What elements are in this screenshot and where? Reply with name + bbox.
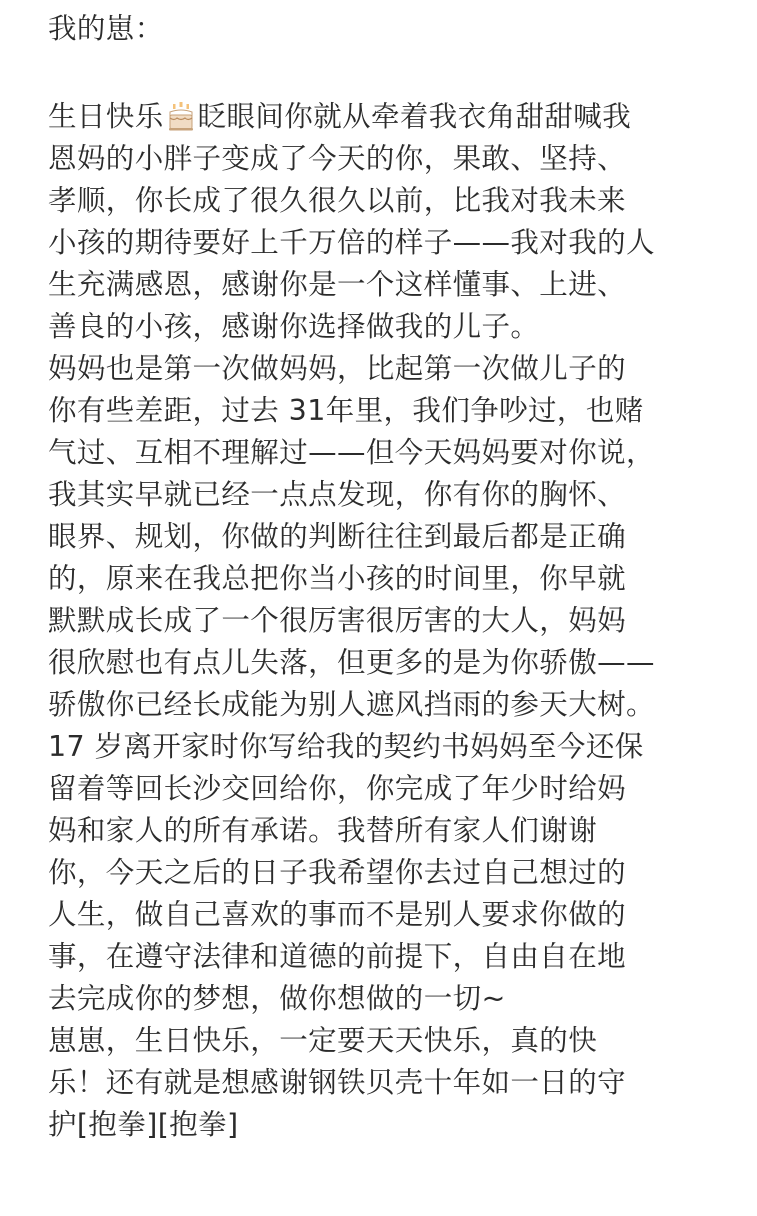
text-line-21: 事，在遵守法律和道德的前提下，自由自在地 (48, 940, 627, 973)
text-line-25: 护[抱拳][抱拳] (48, 1108, 239, 1141)
text-line-24: 乐！还有就是想感谢钢铁贝壳十年如一日的守 (48, 1066, 627, 1099)
text-line-4: 小孩的期待要好上千万倍的样子——我对我的人 (48, 226, 655, 259)
text-line-3: 孝顺，你长成了很久很久以前，比我对我未来 (48, 184, 627, 217)
text-line-19: 你，今天之后的日子我希望你去过自己想过的 (48, 856, 627, 889)
text-line-18: 妈和家人的所有承诺。我替所有家人们谢谢 (48, 814, 598, 847)
text-line-16: 17 岁离开家时你写给我的契约书妈妈至今还保 (48, 730, 644, 763)
text-line-8: 你有些差距，过去 31年里，我们争吵过，也赌 (48, 394, 644, 427)
text-line-13: 默默成长成了一个很厉害很厉害的大人，妈妈 (48, 604, 627, 637)
text-line-7: 妈妈也是第一次做妈妈，比起第一次做儿子的 (48, 352, 627, 385)
text-line-10: 我其实早就已经一点点发现，你有你的胸怀、 (48, 478, 627, 511)
text-line-6: 善良的小孩，感谢你选择做我的儿子。 (48, 310, 540, 343)
text-segment: 眨眼间你就从牵着我衣角甜甜喊我 (197, 100, 632, 133)
text-line-2: 恩妈的小胖子变成了今天的你，果敢、坚持、 (48, 142, 627, 175)
birthday-cake-icon (166, 100, 196, 132)
text-line-12: 的，原来在我总把你当小孩的时间里，你早就 (48, 562, 627, 595)
text-segment: 生日快乐 (48, 100, 164, 133)
text-line-22: 去完成你的梦想，做你想做的一切~ (48, 982, 506, 1015)
text-line-14: 很欣慰也有点儿失落，但更多的是为你骄傲—— (48, 646, 655, 679)
text-line-23: 崽崽，生日快乐，一定要天天快乐，真的快 (48, 1024, 598, 1057)
text-line-17: 留着等回长沙交回给你，你完成了年少时给妈 (48, 772, 627, 805)
greeting-line: 我的崽： (48, 12, 164, 45)
text-line-9: 气过、互相不理解过——但今天妈妈要对你说， (48, 436, 655, 469)
text-line-5: 生充满感恩，感谢你是一个这样懂事、上进、 (48, 268, 627, 301)
text-line-15: 骄傲你已经长成能为别人遮风挡雨的参天大树。 (48, 688, 655, 721)
text-line-20: 人生，做自己喜欢的事而不是别人要求你做的 (48, 898, 627, 931)
text-line-11: 眼界、规划，你做的判断往往到最后都是正确 (48, 520, 627, 553)
text-line-1 (48, 97, 631, 137)
